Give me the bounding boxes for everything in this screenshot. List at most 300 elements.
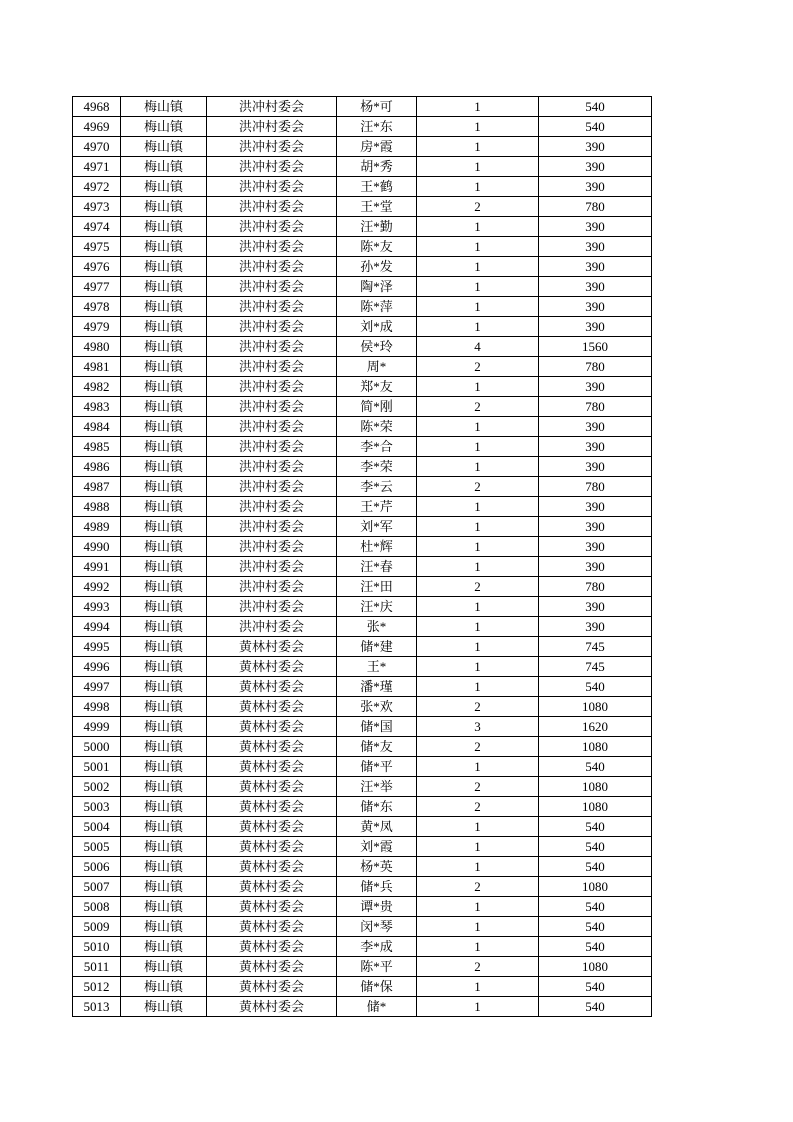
cell-amount: 390 [539,497,652,517]
table-row [73,737,652,757]
cell-id: 4993 [73,597,121,617]
cell-amount: 540 [539,977,652,997]
cell-village: 洪冲村委会 [207,117,337,137]
cell-village: 洪冲村委会 [207,337,337,357]
table-row [73,517,652,537]
cell-amount: 540 [539,857,652,877]
cell-id: 4989 [73,517,121,537]
cell-count: 1 [417,217,539,237]
cell-id: 5011 [73,957,121,977]
cell-name: 陈*平 [337,957,417,977]
cell-town: 梅山镇 [121,297,207,317]
cell-village: 黄林村委会 [207,657,337,677]
table-body [73,97,652,1017]
table-row [73,97,652,117]
table-row [73,257,652,277]
table-row [73,657,652,677]
cell-name: 王*芹 [337,497,417,517]
cell-count: 2 [417,797,539,817]
cell-name: 汪*举 [337,777,417,797]
cell-name: 周* [337,357,417,377]
cell-name: 储*平 [337,757,417,777]
cell-count: 1 [417,277,539,297]
cell-id: 4977 [73,277,121,297]
cell-id: 4981 [73,357,121,377]
table-row [73,757,652,777]
cell-count: 2 [417,577,539,597]
cell-amount: 390 [539,137,652,157]
cell-id: 4972 [73,177,121,197]
cell-amount: 745 [539,637,652,657]
cell-count: 1 [417,457,539,477]
cell-name: 汪*庆 [337,597,417,617]
cell-count: 1 [417,137,539,157]
cell-amount: 390 [539,317,652,337]
cell-id: 4998 [73,697,121,717]
cell-town: 梅山镇 [121,957,207,977]
cell-village: 洪冲村委会 [207,377,337,397]
cell-name: 刘*成 [337,317,417,337]
cell-town: 梅山镇 [121,717,207,737]
cell-count: 1 [417,537,539,557]
cell-id: 4971 [73,157,121,177]
cell-count: 1 [417,617,539,637]
cell-count: 1 [417,857,539,877]
cell-name: 谭*贵 [337,897,417,917]
cell-amount: 390 [539,517,652,537]
cell-village: 黄林村委会 [207,797,337,817]
cell-amount: 1620 [539,717,652,737]
cell-name: 王*堂 [337,197,417,217]
cell-amount: 745 [539,657,652,677]
table-row [73,637,652,657]
cell-village: 洪冲村委会 [207,577,337,597]
cell-village: 洪冲村委会 [207,437,337,457]
table-row [73,797,652,817]
cell-village: 洪冲村委会 [207,517,337,537]
cell-amount: 540 [539,677,652,697]
cell-id: 5013 [73,997,121,1017]
cell-amount: 780 [539,397,652,417]
cell-amount: 1080 [539,957,652,977]
cell-count: 1 [417,597,539,617]
cell-name: 汪*田 [337,577,417,597]
cell-count: 1 [417,757,539,777]
cell-count: 1 [417,837,539,857]
cell-count: 1 [417,817,539,837]
table-row [73,717,652,737]
cell-name: 杜*辉 [337,537,417,557]
cell-town: 梅山镇 [121,497,207,517]
cell-village: 黄林村委会 [207,637,337,657]
cell-town: 梅山镇 [121,377,207,397]
cell-count: 1 [417,897,539,917]
cell-town: 梅山镇 [121,177,207,197]
cell-count: 1 [417,257,539,277]
cell-town: 梅山镇 [121,397,207,417]
cell-town: 梅山镇 [121,637,207,657]
cell-count: 1 [417,97,539,117]
cell-id: 4990 [73,537,121,557]
table-row [73,957,652,977]
cell-village: 黄林村委会 [207,677,337,697]
table-row [73,117,652,137]
cell-count: 1 [417,237,539,257]
cell-id: 4988 [73,497,121,517]
cell-name: 储*保 [337,977,417,997]
cell-town: 梅山镇 [121,997,207,1017]
cell-village: 洪冲村委会 [207,257,337,277]
cell-village: 黄林村委会 [207,977,337,997]
cell-count: 1 [417,117,539,137]
cell-amount: 390 [539,537,652,557]
cell-town: 梅山镇 [121,277,207,297]
cell-count: 1 [417,497,539,517]
cell-amount: 1080 [539,877,652,897]
table-row [73,497,652,517]
cell-id: 4969 [73,117,121,137]
cell-count: 1 [417,517,539,537]
cell-id: 5001 [73,757,121,777]
table-row [73,857,652,877]
cell-village: 黄林村委会 [207,737,337,757]
cell-amount: 390 [539,297,652,317]
cell-count: 1 [417,317,539,337]
cell-name: 简*刚 [337,397,417,417]
table-row [73,417,652,437]
cell-town: 梅山镇 [121,97,207,117]
cell-town: 梅山镇 [121,237,207,257]
cell-name: 储*兵 [337,877,417,897]
cell-id: 4970 [73,137,121,157]
cell-town: 梅山镇 [121,197,207,217]
cell-count: 2 [417,697,539,717]
table-row [73,377,652,397]
cell-amount: 1080 [539,797,652,817]
cell-village: 黄林村委会 [207,917,337,937]
table-row [73,977,652,997]
cell-village: 洪冲村委会 [207,197,337,217]
cell-count: 2 [417,397,539,417]
cell-village: 洪冲村委会 [207,157,337,177]
cell-town: 梅山镇 [121,737,207,757]
table-row [73,577,652,597]
table-row [73,617,652,637]
cell-town: 梅山镇 [121,457,207,477]
cell-count: 1 [417,297,539,317]
cell-count: 4 [417,337,539,357]
table-row [73,137,652,157]
cell-name: 闵*琴 [337,917,417,937]
cell-village: 黄林村委会 [207,937,337,957]
cell-name: 刘*霞 [337,837,417,857]
cell-village: 洪冲村委会 [207,137,337,157]
cell-name: 陶*泽 [337,277,417,297]
cell-id: 4982 [73,377,121,397]
cell-count: 1 [417,377,539,397]
cell-id: 4995 [73,637,121,657]
cell-town: 梅山镇 [121,337,207,357]
cell-name: 刘*军 [337,517,417,537]
cell-name: 储*建 [337,637,417,657]
cell-village: 黄林村委会 [207,717,337,737]
cell-amount: 390 [539,457,652,477]
cell-amount: 780 [539,477,652,497]
cell-id: 5008 [73,897,121,917]
cell-town: 梅山镇 [121,557,207,577]
cell-village: 黄林村委会 [207,697,337,717]
cell-count: 2 [417,197,539,217]
cell-village: 黄林村委会 [207,897,337,917]
cell-id: 5000 [73,737,121,757]
cell-village: 黄林村委会 [207,877,337,897]
cell-name: 陈*友 [337,237,417,257]
table-row [73,677,652,697]
table-row [73,337,652,357]
cell-count: 2 [417,477,539,497]
cell-id: 4985 [73,437,121,457]
table-row [73,477,652,497]
cell-amount: 540 [539,917,652,937]
cell-town: 梅山镇 [121,517,207,537]
cell-count: 1 [417,417,539,437]
cell-name: 杨*可 [337,97,417,117]
table-row [73,217,652,237]
cell-id: 5003 [73,797,121,817]
cell-village: 黄林村委会 [207,857,337,877]
cell-village: 洪冲村委会 [207,97,337,117]
cell-amount: 540 [539,97,652,117]
cell-amount: 390 [539,277,652,297]
cell-id: 4992 [73,577,121,597]
cell-count: 2 [417,877,539,897]
cell-name: 陈*荣 [337,417,417,437]
cell-name: 陈*萍 [337,297,417,317]
cell-count: 1 [417,997,539,1017]
cell-id: 5005 [73,837,121,857]
table-row [73,237,652,257]
table-row [73,917,652,937]
cell-town: 梅山镇 [121,797,207,817]
cell-count: 1 [417,937,539,957]
table-row [73,457,652,477]
cell-count: 3 [417,717,539,737]
table-row [73,297,652,317]
cell-id: 5002 [73,777,121,797]
cell-id: 4974 [73,217,121,237]
cell-amount: 780 [539,357,652,377]
cell-amount: 1080 [539,737,652,757]
cell-name: 汪*东 [337,117,417,137]
cell-village: 黄林村委会 [207,957,337,977]
cell-name: 孙*发 [337,257,417,277]
cell-amount: 390 [539,177,652,197]
cell-id: 4976 [73,257,121,277]
cell-town: 梅山镇 [121,937,207,957]
cell-town: 梅山镇 [121,117,207,137]
cell-id: 4973 [73,197,121,217]
cell-village: 黄林村委会 [207,817,337,837]
cell-town: 梅山镇 [121,817,207,837]
cell-name: 房*霞 [337,137,417,157]
cell-town: 梅山镇 [121,257,207,277]
cell-name: 张* [337,617,417,637]
cell-amount: 540 [539,937,652,957]
cell-village: 洪冲村委会 [207,597,337,617]
cell-id: 4997 [73,677,121,697]
cell-id: 4996 [73,657,121,677]
cell-village: 黄林村委会 [207,757,337,777]
cell-town: 梅山镇 [121,697,207,717]
cell-name: 黄*凤 [337,817,417,837]
cell-count: 1 [417,977,539,997]
cell-name: 潘*瑾 [337,677,417,697]
cell-town: 梅山镇 [121,357,207,377]
cell-name: 王* [337,657,417,677]
cell-village: 洪冲村委会 [207,477,337,497]
cell-town: 梅山镇 [121,677,207,697]
table-row [73,437,652,457]
table-row [73,697,652,717]
cell-town: 梅山镇 [121,657,207,677]
cell-id: 4980 [73,337,121,357]
cell-village: 洪冲村委会 [207,497,337,517]
cell-name: 储* [337,997,417,1017]
cell-village: 洪冲村委会 [207,417,337,437]
cell-id: 4987 [73,477,121,497]
cell-town: 梅山镇 [121,757,207,777]
cell-id: 4994 [73,617,121,637]
cell-count: 1 [417,437,539,457]
table-row [73,157,652,177]
table-row [73,597,652,617]
cell-name: 李*成 [337,937,417,957]
cell-amount: 540 [539,997,652,1017]
cell-count: 1 [417,157,539,177]
cell-amount: 390 [539,617,652,637]
cell-name: 李*荣 [337,457,417,477]
table-row [73,317,652,337]
cell-amount: 540 [539,117,652,137]
table-row [73,837,652,857]
table-row [73,997,652,1017]
cell-name: 李*合 [337,437,417,457]
cell-town: 梅山镇 [121,917,207,937]
cell-count: 1 [417,917,539,937]
cell-town: 梅山镇 [121,617,207,637]
cell-name: 李*云 [337,477,417,497]
cell-amount: 390 [539,157,652,177]
cell-town: 梅山镇 [121,217,207,237]
cell-town: 梅山镇 [121,537,207,557]
table-row [73,197,652,217]
cell-id: 5010 [73,937,121,957]
cell-id: 5009 [73,917,121,937]
cell-village: 黄林村委会 [207,777,337,797]
cell-village: 洪冲村委会 [207,297,337,317]
cell-village: 洪冲村委会 [207,617,337,637]
cell-id: 4999 [73,717,121,737]
cell-name: 张*欢 [337,697,417,717]
data-table [72,96,652,1017]
table-row [73,177,652,197]
table-row [73,937,652,957]
cell-name: 汪*勤 [337,217,417,237]
cell-id: 4984 [73,417,121,437]
cell-id: 4979 [73,317,121,337]
cell-count: 1 [417,637,539,657]
cell-amount: 540 [539,897,652,917]
cell-amount: 390 [539,377,652,397]
cell-id: 4986 [73,457,121,477]
cell-count: 2 [417,357,539,377]
table-row [73,817,652,837]
cell-village: 洪冲村委会 [207,217,337,237]
cell-village: 黄林村委会 [207,997,337,1017]
cell-village: 洪冲村委会 [207,537,337,557]
cell-town: 梅山镇 [121,777,207,797]
cell-amount: 540 [539,837,652,857]
table-row [73,877,652,897]
cell-amount: 1080 [539,777,652,797]
cell-amount: 390 [539,257,652,277]
cell-town: 梅山镇 [121,857,207,877]
cell-amount: 390 [539,437,652,457]
cell-id: 5004 [73,817,121,837]
cell-town: 梅山镇 [121,597,207,617]
cell-town: 梅山镇 [121,417,207,437]
table-row [73,777,652,797]
cell-village: 黄林村委会 [207,837,337,857]
table-row [73,357,652,377]
cell-village: 洪冲村委会 [207,317,337,337]
cell-town: 梅山镇 [121,137,207,157]
table-row [73,537,652,557]
table-row [73,277,652,297]
cell-amount: 390 [539,597,652,617]
cell-count: 1 [417,677,539,697]
cell-amount: 540 [539,757,652,777]
cell-amount: 540 [539,817,652,837]
table-row [73,897,652,917]
cell-id: 5012 [73,977,121,997]
cell-id: 5006 [73,857,121,877]
cell-count: 2 [417,957,539,977]
cell-amount: 780 [539,577,652,597]
cell-village: 洪冲村委会 [207,457,337,477]
cell-town: 梅山镇 [121,837,207,857]
cell-amount: 1560 [539,337,652,357]
cell-village: 洪冲村委会 [207,397,337,417]
cell-amount: 390 [539,557,652,577]
cell-town: 梅山镇 [121,477,207,497]
cell-amount: 1080 [539,697,652,717]
cell-town: 梅山镇 [121,577,207,597]
cell-id: 4991 [73,557,121,577]
cell-id: 4978 [73,297,121,317]
cell-id: 4968 [73,97,121,117]
cell-name: 汪*春 [337,557,417,577]
cell-name: 储*国 [337,717,417,737]
cell-count: 2 [417,737,539,757]
cell-amount: 780 [539,197,652,217]
cell-amount: 390 [539,217,652,237]
cell-town: 梅山镇 [121,317,207,337]
cell-id: 4975 [73,237,121,257]
cell-town: 梅山镇 [121,877,207,897]
cell-village: 洪冲村委会 [207,277,337,297]
cell-name: 储*东 [337,797,417,817]
